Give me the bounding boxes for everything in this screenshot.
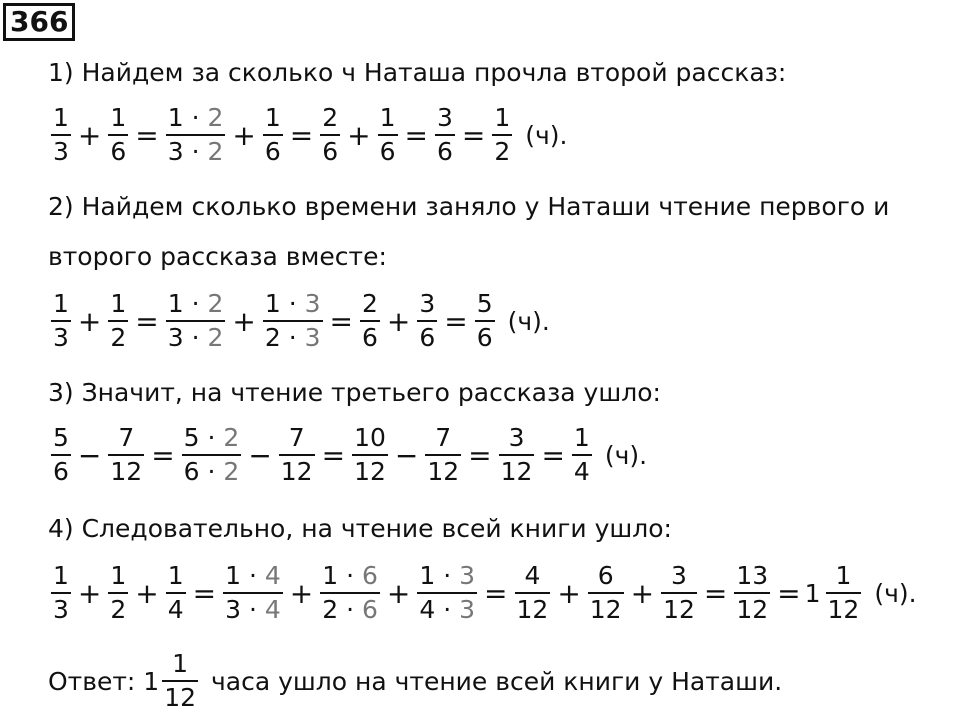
fraction-denominator: 6 (419, 323, 436, 352)
operator: + (77, 576, 102, 610)
fraction-numerator: 1 (53, 561, 69, 590)
fraction (108, 290, 128, 352)
fraction (499, 424, 535, 486)
fraction (425, 424, 461, 486)
fraction-numerator: 1 (110, 289, 127, 318)
fraction-bar (378, 134, 398, 136)
numerator-base: 1 · (322, 561, 362, 590)
fraction (279, 424, 315, 486)
fraction (475, 290, 495, 352)
unit-label: (ч). (604, 440, 648, 470)
fraction-bar (51, 454, 71, 456)
fraction-denominator: 2 (110, 595, 127, 624)
operator: = (192, 576, 217, 610)
fraction-denominator: 3 (53, 137, 69, 166)
fraction-denominator (166, 324, 226, 352)
fraction-bar (51, 320, 71, 322)
unit-label: (ч). (874, 578, 917, 608)
answer-fraction (162, 650, 198, 712)
fraction-denominator: 6 (476, 323, 493, 352)
denominator-multiplier: 3 (459, 595, 476, 624)
fraction (417, 562, 477, 624)
fraction-denominator (417, 596, 477, 624)
operator: + (289, 576, 314, 610)
fraction-denominator: 6 (437, 137, 453, 166)
fraction-numerator: 1 (110, 103, 127, 132)
fraction-numerator: 7 (435, 423, 452, 452)
operator: + (232, 118, 256, 152)
operator: + (135, 576, 159, 610)
numerator-multiplier: 3 (459, 561, 476, 590)
fraction (51, 104, 71, 166)
fraction-numerator: 3 (671, 561, 687, 590)
denominator-base: 6 · (183, 457, 224, 486)
numerator-base: 1 · (225, 561, 265, 590)
fraction-numerator (166, 104, 226, 132)
step-2-text-continued: второго рассказа вместе: (48, 242, 387, 271)
fraction-numerator: 2 (362, 289, 378, 318)
fraction-bar (182, 454, 242, 456)
fraction-bar (108, 592, 128, 594)
fraction-bar (661, 592, 697, 594)
operator: + (77, 304, 102, 338)
fraction (572, 424, 592, 486)
fraction (182, 424, 242, 486)
fraction (352, 424, 388, 486)
fraction-bar (360, 320, 380, 322)
denominator-base: 3 · (167, 137, 208, 166)
unit-label: (ч). (525, 120, 568, 150)
numerator-multiplier: 2 (223, 423, 240, 452)
step-1-equation (48, 104, 568, 166)
fraction (51, 290, 71, 352)
fraction-numerator: 4 (524, 561, 541, 590)
operator: + (557, 576, 581, 610)
fraction-denominator: 3 (53, 323, 69, 352)
fraction-denominator: 12 (500, 457, 533, 486)
fraction (492, 104, 512, 166)
fraction-numerator: 7 (118, 423, 135, 452)
fraction-bar (51, 592, 71, 594)
denominator-base: 3 · (167, 323, 208, 352)
fraction-bar (108, 134, 128, 136)
operator: + (630, 576, 655, 610)
fraction-bar (492, 134, 512, 136)
fraction-numerator: 1 (264, 103, 281, 132)
fraction (320, 562, 380, 624)
denominator-multiplier: 3 (304, 323, 321, 352)
fraction-denominator: 12 (827, 595, 860, 624)
numerator-multiplier: 4 (264, 561, 281, 590)
fraction-numerator: 5 (476, 289, 493, 318)
operator: + (77, 118, 102, 152)
fraction-numerator (182, 424, 242, 452)
operator: = (468, 438, 492, 472)
fraction-bar (588, 592, 624, 594)
fraction-numerator: 1 (53, 103, 69, 132)
fraction-numerator: 1 (573, 423, 590, 452)
fraction-denominator: 6 (322, 137, 339, 166)
fraction-numerator (417, 562, 477, 590)
operator: = (135, 304, 159, 338)
fraction-denominator: 2 (110, 323, 127, 352)
numerator-multiplier: 6 (362, 561, 378, 590)
numerator-multiplier: 3 (304, 289, 321, 318)
numerator-multiplier: 2 (207, 103, 224, 132)
fraction-denominator (166, 138, 226, 166)
fraction (51, 562, 71, 624)
step-2-equation (48, 290, 550, 352)
fraction-bar (499, 454, 535, 456)
denominator-multiplier: 2 (207, 137, 224, 166)
operator: = (321, 438, 346, 472)
operator: = (151, 438, 175, 472)
fraction (51, 424, 71, 486)
answer-label: Ответ: 1 (48, 666, 160, 696)
fraction-numerator: 3 (419, 289, 436, 318)
fraction (826, 562, 862, 624)
fraction-bar (515, 592, 551, 594)
fraction-denominator: 6 (379, 137, 396, 166)
fraction-bar (826, 592, 862, 594)
fraction-numerator: 1 (494, 103, 511, 132)
fraction-bar (166, 320, 226, 322)
operator: = (484, 576, 508, 610)
operator: + (232, 304, 256, 338)
operator: = (541, 438, 565, 472)
fraction-numerator: 2 (322, 103, 339, 132)
fraction (108, 424, 144, 486)
operator: − (248, 438, 272, 472)
fraction (378, 104, 398, 166)
fraction-numerator (223, 562, 283, 590)
fraction-denominator: 12 (280, 457, 313, 486)
operator: = (444, 304, 468, 338)
fraction-numerator (263, 290, 323, 318)
fraction-bar (417, 320, 437, 322)
operator: = (777, 576, 801, 610)
operator: = (329, 304, 353, 338)
fraction-bar (417, 592, 477, 594)
fraction (223, 562, 283, 624)
numerator-base: 5 · (183, 423, 224, 452)
numerator-base: 1 · (419, 561, 460, 590)
fraction-bar (263, 134, 283, 136)
fraction (734, 562, 770, 624)
operator: + (386, 304, 411, 338)
fraction-bar (320, 134, 340, 136)
fraction-denominator (263, 324, 323, 352)
whole-part: 1 (804, 578, 821, 608)
fraction-numerator: 1 (167, 561, 184, 590)
fraction-numerator: 3 (508, 423, 525, 452)
fraction-numerator: 1 (53, 289, 69, 318)
denominator-multiplier: 4 (264, 595, 281, 624)
answer-fraction-numerator: 1 (172, 649, 189, 678)
step-2-text: 2) Найдем сколько времени заняло у Наташи чтение первого и (48, 192, 890, 221)
fraction (166, 104, 226, 166)
numerator-base: 1 · (167, 103, 208, 132)
fraction-numerator: 3 (437, 103, 453, 132)
operator: − (77, 438, 102, 472)
fraction-denominator: 6 (362, 323, 378, 352)
fraction-numerator: 1 (110, 561, 127, 590)
step-3-equation (48, 424, 647, 486)
problem-number: 366 (3, 3, 75, 41)
answer-fraction-denominator: 12 (164, 683, 197, 712)
fraction-bar (108, 454, 144, 456)
fraction (320, 104, 340, 166)
operator: + (347, 118, 371, 152)
fraction-denominator: 4 (573, 457, 590, 486)
fraction (435, 104, 455, 166)
fraction-numerator: 1 (379, 103, 396, 132)
numerator-base: 1 · (264, 289, 305, 318)
fraction (417, 290, 437, 352)
fraction-bar (166, 134, 226, 136)
step-4-equation (48, 562, 917, 624)
fraction-bar (108, 320, 128, 322)
operator: = (135, 118, 159, 152)
fraction (661, 562, 697, 624)
answer-text: часа ушло на чтение всей книги у Наташи. (211, 666, 783, 696)
fraction-bar (572, 454, 592, 456)
fraction-bar (320, 592, 380, 594)
operator: = (404, 118, 428, 152)
fraction-bar (279, 454, 315, 456)
fraction-denominator (223, 596, 283, 624)
fraction-bar (734, 592, 770, 594)
numerator-base: 1 · (167, 289, 208, 318)
fraction-bar (223, 592, 283, 594)
fraction-denominator (182, 458, 242, 486)
fraction-numerator: 10 (354, 423, 386, 452)
fraction-bar (162, 680, 198, 682)
fraction-denominator: 12 (354, 457, 386, 486)
denominator-base: 4 · (419, 595, 460, 624)
fraction-numerator (166, 290, 226, 318)
denominator-base: 3 · (225, 595, 265, 624)
fraction-denominator: 12 (736, 595, 769, 624)
fraction-denominator: 2 (494, 137, 511, 166)
denominator-multiplier: 2 (223, 457, 240, 486)
fraction (515, 562, 551, 624)
fraction (108, 562, 128, 624)
answer-line (48, 650, 782, 712)
fraction-bar (425, 454, 461, 456)
fraction-numerator: 6 (597, 561, 614, 590)
operator: = (703, 576, 728, 610)
fraction (360, 290, 380, 352)
operator: = (289, 118, 314, 152)
denominator-base: 2 · (264, 323, 305, 352)
fraction-bar (435, 134, 455, 136)
fraction-denominator: 12 (427, 457, 460, 486)
numerator-multiplier: 2 (207, 289, 224, 318)
fraction-numerator: 13 (736, 561, 769, 590)
fraction-denominator: 12 (589, 595, 622, 624)
fraction (588, 562, 624, 624)
step-4-text: 4) Следовательно, на чтение всей книги ушло: (48, 514, 672, 543)
fraction-denominator: 4 (167, 595, 184, 624)
fraction (166, 290, 226, 352)
fraction-numerator: 1 (835, 561, 852, 590)
fraction (166, 562, 186, 624)
fraction-denominator (320, 596, 380, 624)
fraction-bar (166, 592, 186, 594)
fraction-bar (263, 320, 323, 322)
denominator-base: 2 · (322, 595, 362, 624)
fraction-bar (475, 320, 495, 322)
fraction-numerator: 7 (288, 423, 305, 452)
fraction (263, 104, 283, 166)
operator: + (386, 576, 411, 610)
fraction-numerator (320, 562, 380, 590)
fraction-denominator: 12 (663, 595, 695, 624)
denominator-multiplier: 2 (207, 323, 224, 352)
fraction-denominator: 6 (53, 457, 69, 486)
fraction-denominator: 6 (110, 137, 127, 166)
operator: − (394, 438, 419, 472)
fraction-denominator: 12 (516, 595, 549, 624)
fraction-bar (352, 454, 388, 456)
denominator-multiplier: 6 (362, 595, 378, 624)
step-1-text: 1) Найдем за сколько ч Наташа прочла второй рассказ: (48, 58, 787, 87)
operator: = (461, 118, 486, 152)
fraction-numerator: 5 (53, 423, 69, 452)
fraction-bar (51, 134, 71, 136)
fraction (108, 104, 128, 166)
fraction-denominator: 6 (264, 137, 281, 166)
fraction-denominator: 3 (53, 595, 69, 624)
step-3-text: 3) Значит, на чтение третьего рассказа ушло: (48, 378, 661, 407)
fraction-denominator: 12 (110, 457, 143, 486)
fraction (263, 290, 323, 352)
unit-label: (ч). (507, 306, 550, 336)
